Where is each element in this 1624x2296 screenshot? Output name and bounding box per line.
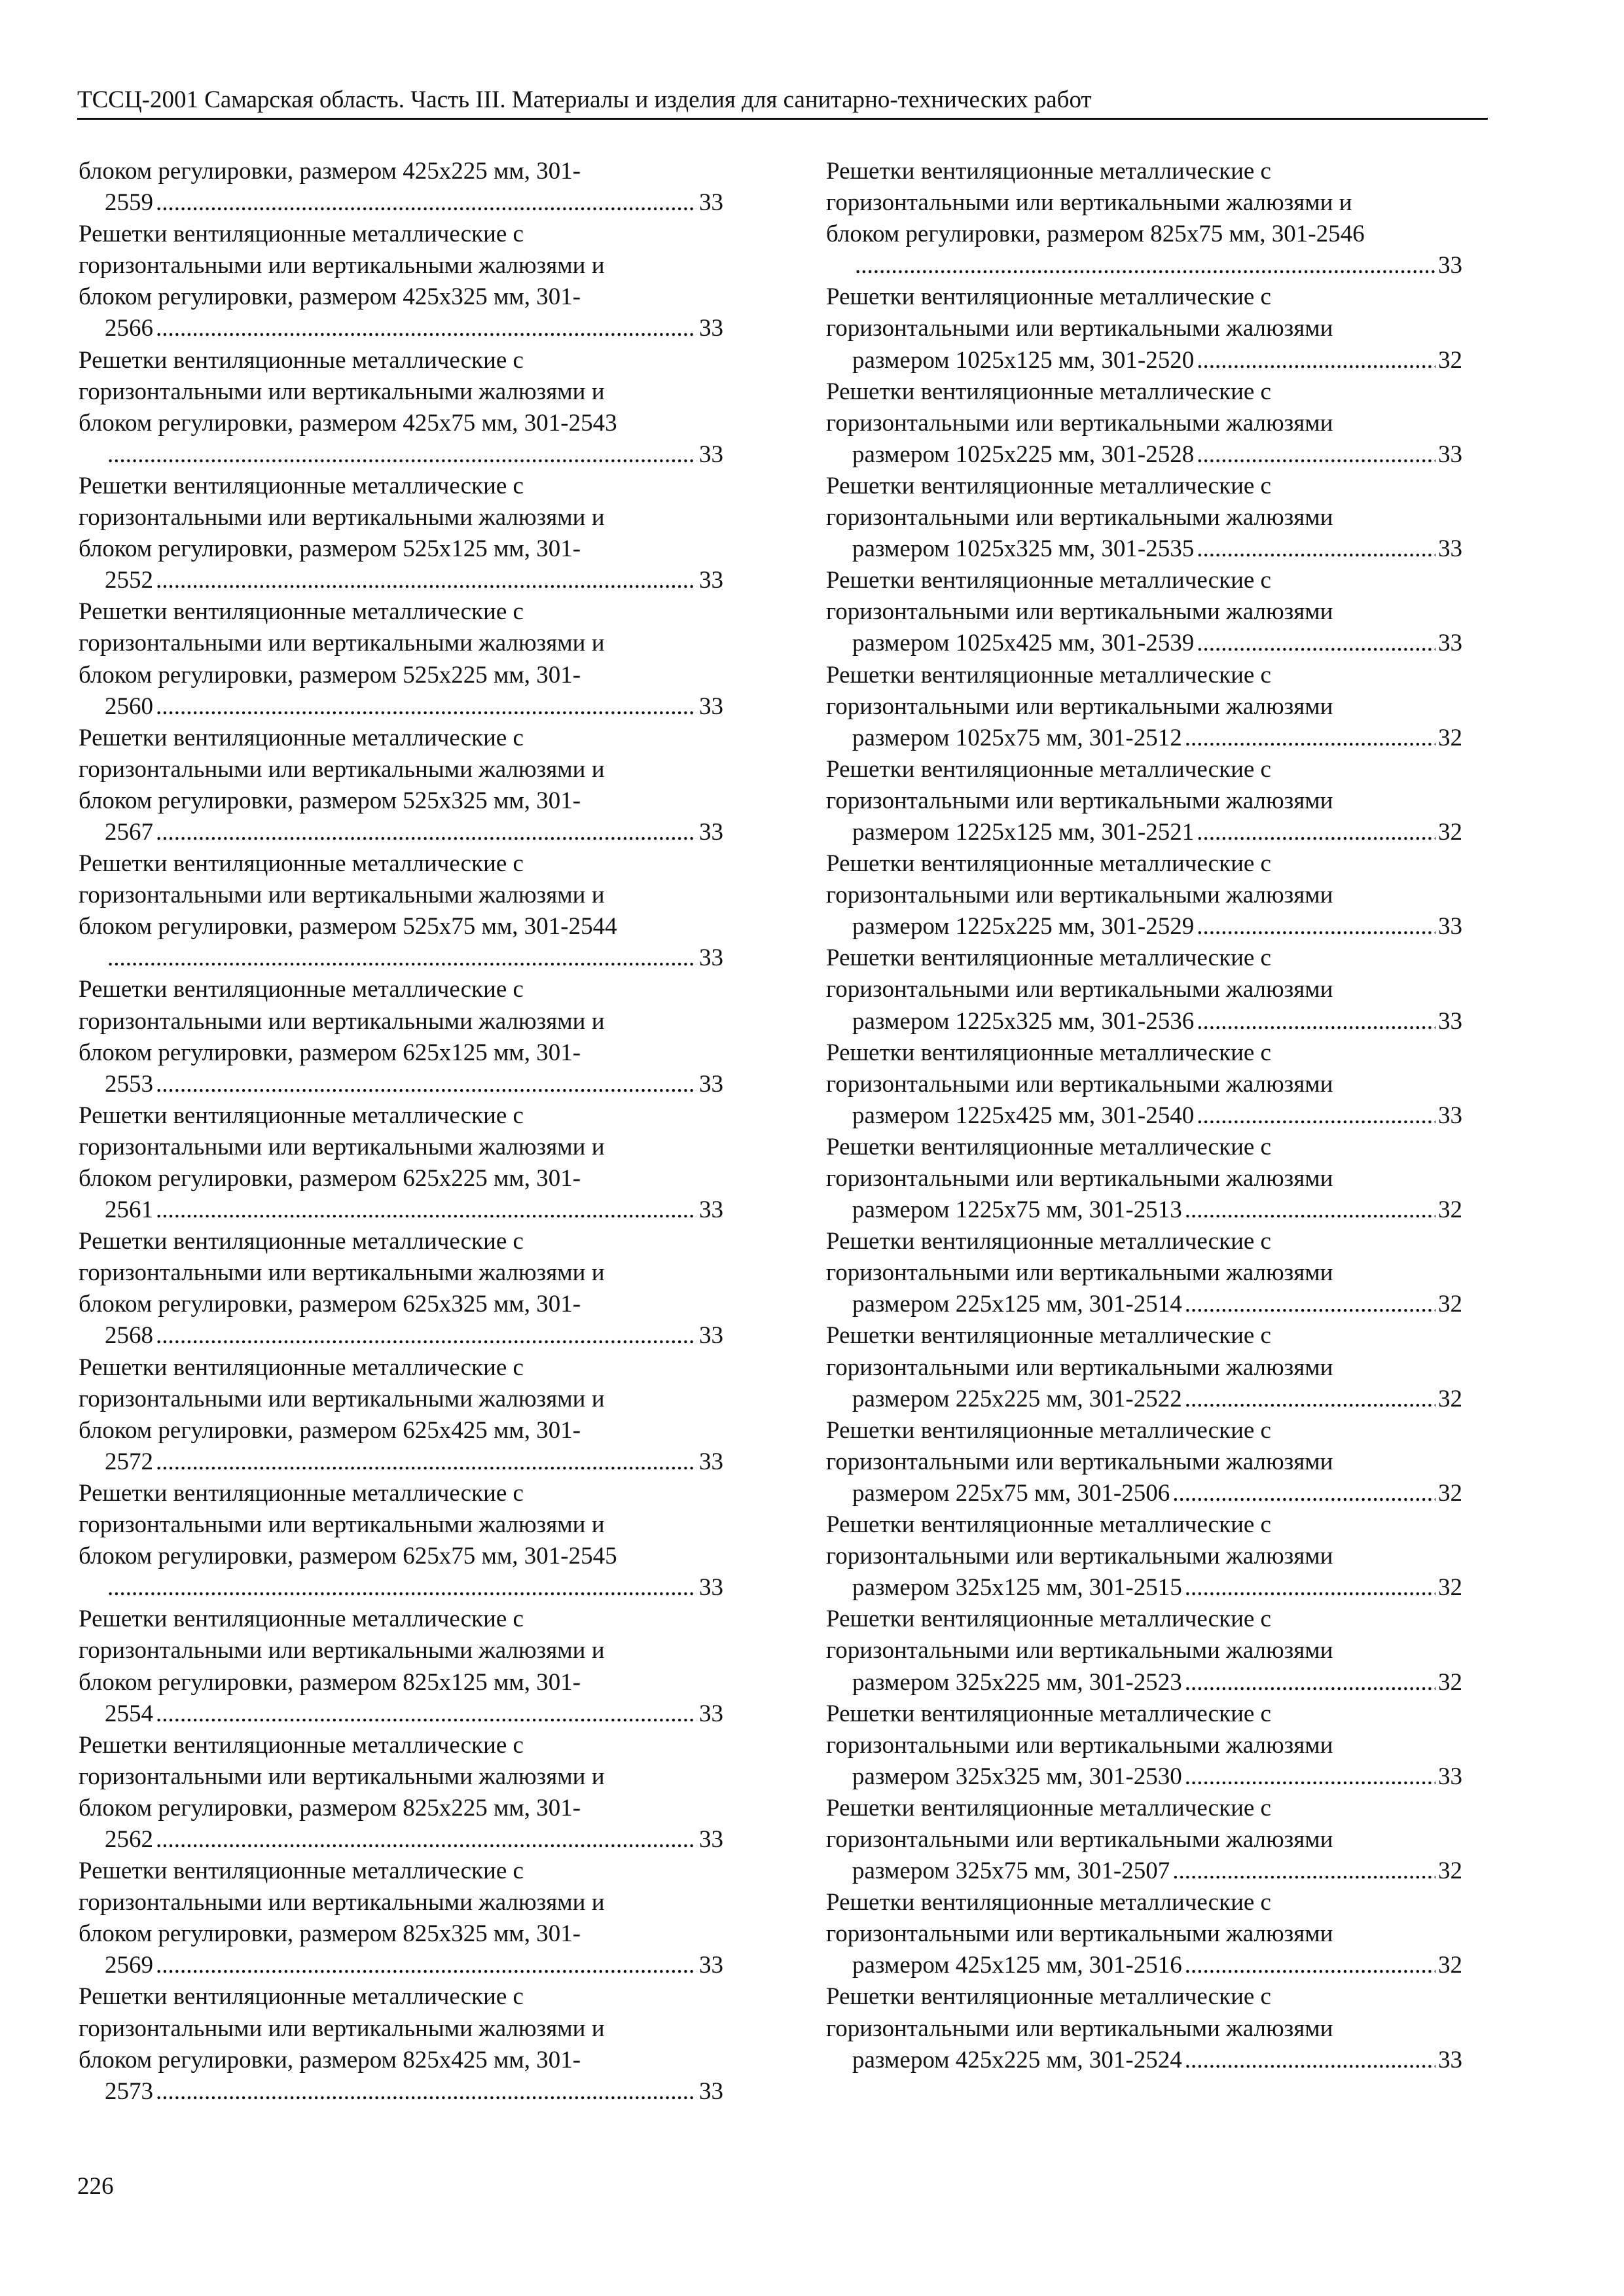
entry-tail-line	[852, 817, 1462, 848]
entry-tail-text: размером 1225х425 мм, 301-2540	[852, 1102, 1195, 1129]
index-entry	[79, 1226, 723, 1352]
entry-page-ref: 33	[699, 944, 723, 972]
entry-tail-line	[852, 1100, 1462, 1132]
entry-line: Решетки вентиляционные металлические с	[826, 283, 1271, 311]
entry-tail-text: 2566	[105, 315, 153, 342]
dot-leader	[855, 250, 1435, 281]
entry-line: блоком регулировки, размером 625х225 мм, 301-	[79, 1165, 581, 1192]
entry-line: горизонтальными или вертикальными жалюзями	[826, 504, 1333, 531]
entry-line: Решетки вентиляционные металлические с	[826, 1889, 1271, 1916]
entry-line: Решетки вентиляционные металлические с	[826, 1700, 1271, 1727]
entry-tail-line	[852, 345, 1462, 376]
index-entry	[79, 596, 723, 722]
index-entry	[826, 1509, 1462, 1604]
entry-line: горизонтальными или вертикальными жалюзями и	[79, 630, 605, 657]
dot-leader	[156, 1194, 696, 1226]
entry-line: Решетки вентиляционные металлические с	[826, 567, 1271, 594]
dot-leader	[1185, 1289, 1435, 1320]
entry-tail-line	[105, 1320, 723, 1352]
entry-page-ref: 33	[699, 818, 723, 846]
entry-line: Решетки вентиляционные металлические с	[79, 1479, 524, 1507]
dot-leader	[1185, 1667, 1435, 1698]
entry-line: горизонтальными или вертикальными жалюзями	[826, 598, 1333, 626]
entry-tail-line	[105, 187, 723, 219]
entry-tail-line	[105, 1824, 723, 1856]
dot-leader	[156, 1320, 696, 1352]
index-entry	[79, 1604, 723, 1729]
entry-tail-line	[852, 1384, 1462, 1415]
entry-tail-text: 2572	[105, 1448, 153, 1475]
dot-leader	[156, 1950, 696, 1981]
dot-leader	[1197, 439, 1435, 471]
header-title: ТССЦ-2001 Самарская область. Часть III. Материалы и изделия для санитарно-технических работ	[77, 86, 1092, 113]
dot-leader	[156, 187, 696, 219]
entry-page-ref: 33	[699, 1322, 723, 1350]
entry-tail-line	[852, 1950, 1462, 1981]
dot-leader	[1185, 2045, 1435, 2076]
entry-tail-line	[105, 691, 723, 723]
page-header	[77, 85, 1488, 120]
entry-tail-text: размером 325х75 мм, 301-2507	[852, 1857, 1170, 1885]
entry-tail-text: 2562	[105, 1825, 153, 1853]
entry-tail-line	[105, 1446, 723, 1478]
entry-tail-text: 2559	[105, 189, 153, 217]
entry-line: горизонтальными или вертикальными жалюзями и	[79, 1637, 605, 1664]
dot-leader	[156, 691, 696, 723]
entry-line: Решетки вентиляционные металлические с	[79, 976, 524, 1003]
entry-page-ref: 32	[1438, 1479, 1462, 1507]
dot-leader	[156, 1698, 696, 1730]
entry-page-ref: 33	[1438, 630, 1462, 657]
dot-leader	[1185, 1761, 1435, 1793]
entry-page-ref: 33	[699, 692, 723, 720]
entry-line: Решетки вентиляционные металлические с	[79, 1605, 524, 1633]
entry-line: блоком регулировки, размером 425х75 мм, 301-2543	[79, 409, 617, 437]
entry-tail-line	[852, 1289, 1462, 1320]
entry-line: горизонтальными или вертикальными жалюзями	[826, 882, 1333, 909]
entry-line: Решетки вентиляционные металлические с	[79, 1102, 524, 1129]
entry-line: горизонтальными или вертикальными жалюзями	[826, 1354, 1333, 1381]
entry-line: горизонтальными или вертикальными жалюзями и	[79, 1259, 605, 1287]
entry-tail-line	[105, 817, 723, 848]
index-entry	[79, 974, 723, 1100]
entry-line: горизонтальными или вертикальными жалюзями	[826, 787, 1333, 814]
entry-line: блоком регулировки, размером 825х125 мм, 301-	[79, 1668, 581, 1696]
dot-leader	[107, 942, 696, 974]
entry-page-ref: 33	[1438, 440, 1462, 468]
entry-line: Решетки вентиляционные металлические с	[826, 1983, 1271, 2011]
entry-tail-line	[105, 2076, 723, 2108]
entry-tail-text: 2560	[105, 692, 153, 720]
index-entry	[826, 1887, 1462, 1981]
entry-tail-line	[105, 565, 723, 596]
entry-page-ref: 33	[1438, 2046, 1462, 2073]
dot-leader	[156, 565, 696, 596]
entry-page-ref: 33	[1438, 913, 1462, 941]
entry-line: горизонтальными или вертикальными жалюзями	[826, 315, 1333, 342]
index-entry	[826, 660, 1462, 754]
entry-line: горизонтальными или вертикальными жалюзями	[826, 1825, 1333, 1853]
entry-tail-line	[852, 1006, 1462, 1037]
index-entry	[79, 345, 723, 471]
entry-tail-line	[852, 1856, 1462, 1887]
entry-line: Решетки вентиляционные металлические с	[79, 1857, 524, 1885]
index-entry	[826, 1226, 1462, 1320]
entry-tail-text: 2569	[105, 1952, 153, 1979]
entry-line: горизонтальными или вертикальными жалюзями и	[79, 252, 605, 279]
entry-line: горизонтальными или вертикальными жалюзями и	[79, 378, 605, 405]
entry-line: блоком регулировки, размером 625х425 мм, 301-	[79, 1416, 581, 1444]
dot-leader	[1185, 723, 1435, 754]
index-entry	[826, 1793, 1462, 1887]
entry-tail-line	[852, 2045, 1462, 2076]
entry-page-ref: 33	[699, 1196, 723, 1224]
entry-line: Решетки вентиляционные металлические с	[79, 1228, 524, 1255]
index-entry	[826, 1320, 1462, 1414]
index-entry	[826, 156, 1462, 281]
entry-tail-line	[852, 1667, 1462, 1698]
entry-tail-text: размером 1025х325 мм, 301-2535	[852, 535, 1195, 563]
entry-line: горизонтальными или вертикальными жалюзями и	[79, 1133, 605, 1160]
dot-leader	[1172, 1478, 1435, 1509]
entry-page-ref: 33	[699, 1700, 723, 1727]
index-column-right	[826, 156, 1462, 2076]
entry-line: блоком регулировки, размером 525х75 мм, 301-2544	[79, 913, 617, 941]
entry-tail-text: размером 1025х125 мм, 301-2520	[852, 346, 1195, 374]
entry-line: горизонтальными или вертикальными жалюзями и	[79, 755, 605, 783]
entry-line: Решетки вентиляционные металлические с	[826, 1794, 1271, 1821]
index-entry	[826, 848, 1462, 942]
entry-page-ref: 33	[699, 1070, 723, 1098]
entry-line: Решетки вентиляционные металлические с	[826, 158, 1271, 185]
dot-leader	[1185, 1384, 1435, 1415]
entry-line: Решетки вентиляционные металлические с	[79, 472, 524, 499]
entry-tail-line	[852, 1572, 1462, 1604]
entry-line: блоком регулировки, размером 525х125 мм, 301-	[79, 535, 581, 563]
index-entry	[826, 471, 1462, 565]
entry-tail-line	[105, 1572, 723, 1604]
entry-line: Решетки вентиляционные металлические с	[826, 1416, 1271, 1444]
index-entry	[79, 723, 723, 848]
entry-tail-line	[105, 942, 723, 974]
entry-line: Решетки вентиляционные металлические с	[826, 850, 1271, 878]
entry-line: блоком регулировки, размером 625х125 мм, 301-	[79, 1039, 581, 1066]
entry-tail-line	[105, 313, 723, 344]
index-entry	[826, 376, 1462, 471]
entry-line: горизонтальными или вертикальными жалюзями	[826, 1165, 1333, 1192]
entry-tail-text: размером 425х225 мм, 301-2524	[852, 2046, 1182, 2073]
entry-tail-line	[105, 1698, 723, 1730]
entry-line: горизонтальными или вертикальными жалюзями и	[79, 1007, 605, 1035]
dot-leader	[156, 2076, 696, 2108]
index-entry	[826, 1604, 1462, 1698]
entry-tail-line	[105, 439, 723, 471]
entry-line: горизонтальными или вертикальными жалюзями	[826, 409, 1333, 437]
entry-tail-text: размером 1025х75 мм, 301-2512	[852, 724, 1182, 751]
dot-leader	[107, 439, 696, 471]
entry-line: горизонтальными или вертикальными жалюзями и	[79, 1511, 605, 1539]
entry-line: блоком регулировки, размером 625х325 мм, 301-	[79, 1291, 581, 1318]
dot-leader	[1185, 1194, 1435, 1226]
entry-page-ref: 33	[699, 2077, 723, 2105]
entry-page-ref: 33	[699, 440, 723, 468]
entry-tail-line	[852, 1761, 1462, 1793]
entry-tail-text: 2552	[105, 567, 153, 594]
entry-line: блоком регулировки, размером 425х225 мм, 301-	[79, 158, 581, 185]
entry-line: горизонтальными или вертикальными жалюзями и	[79, 1889, 605, 1916]
index-entry	[826, 1698, 1462, 1793]
entry-tail-text: размером 1025х225 мм, 301-2528	[852, 440, 1195, 468]
entry-line: горизонтальными или вертикальными жалюзями и	[79, 504, 605, 531]
index-entry	[826, 565, 1462, 659]
entry-tail-text: размером 1225х325 мм, 301-2536	[852, 1007, 1195, 1035]
entry-page-ref: 33	[1438, 535, 1462, 563]
entry-line: горизонтальными или вертикальными жалюзями	[826, 1731, 1333, 1759]
entry-line: горизонтальными или вертикальными жалюзями	[826, 1637, 1333, 1664]
entry-line: горизонтальными или вертикальными жалюзями	[826, 1070, 1333, 1098]
entry-tail-line	[852, 533, 1462, 565]
dot-leader	[1197, 533, 1435, 565]
entry-line: Решетки вентиляционные металлические с	[79, 346, 524, 374]
index-entry	[79, 848, 723, 974]
entry-line: горизонтальными или вертикальными жалюзями	[826, 1448, 1333, 1475]
index-entry	[79, 471, 723, 596]
entry-line: Решетки вентиляционные металлические с	[79, 598, 524, 626]
entry-tail-line	[852, 911, 1462, 942]
index-entry	[79, 1478, 723, 1604]
index-entry	[826, 1037, 1462, 1132]
entry-line: Решетки вентиляционные металлические с	[826, 1039, 1271, 1066]
entry-tail-text: размером 1225х125 мм, 301-2521	[852, 818, 1195, 846]
dot-leader	[1197, 1006, 1435, 1037]
entry-page-ref: 33	[1438, 1102, 1462, 1129]
entry-page-ref: 33	[699, 315, 723, 342]
entry-line: блоком регулировки, размером 825х225 мм, 301-	[79, 1794, 581, 1821]
entry-tail-line	[105, 1069, 723, 1100]
index-entry	[826, 1981, 1462, 2075]
entry-tail-text: размером 325х125 мм, 301-2515	[852, 1574, 1182, 1602]
entry-tail-line	[105, 1194, 723, 1226]
entry-page-ref: 32	[1438, 1574, 1462, 1602]
entry-line: горизонтальными или вертикальными жалюзями	[826, 1543, 1333, 1570]
entry-line: горизонтальными или вертикальными жалюзями и	[79, 1385, 605, 1412]
entry-page-ref: 33	[699, 1825, 723, 1853]
entry-tail-text: 2554	[105, 1700, 153, 1727]
dot-leader	[1197, 1100, 1435, 1132]
entry-tail-line	[852, 723, 1462, 754]
index-entry	[79, 219, 723, 344]
entry-tail-text: размером 1225х225 мм, 301-2529	[852, 913, 1195, 941]
entry-line: блоком регулировки, размером 525х325 мм, 301-	[79, 787, 581, 814]
dot-leader	[156, 313, 696, 344]
entry-page-ref: 32	[1438, 724, 1462, 751]
entry-line: Решетки вентиляционные металлические с	[79, 221, 524, 248]
entry-tail-text: 2567	[105, 818, 153, 846]
entry-tail-text: размером 325х325 мм, 301-2530	[852, 1763, 1182, 1790]
entry-line: блоком регулировки, размером 625х75 мм, 301-2545	[79, 1543, 617, 1570]
entry-line: Решетки вентиляционные металлические с	[826, 472, 1271, 499]
index-entry	[79, 1100, 723, 1226]
entry-line: Решетки вентиляционные металлические с	[826, 1511, 1271, 1539]
entry-page-ref: 32	[1438, 1385, 1462, 1412]
entry-tail-text: размером 225х75 мм, 301-2506	[852, 1479, 1170, 1507]
dot-leader	[1197, 817, 1435, 848]
entry-line: горизонтальными или вертикальными жалюзями и	[79, 882, 605, 909]
index-entry	[826, 1415, 1462, 1509]
entry-line: Решетки вентиляционные металлические с	[826, 661, 1271, 689]
entry-line: Решетки вентиляционные металлические с	[79, 1983, 524, 2011]
entry-line: горизонтальными или вертикальными жалюзями и	[79, 1763, 605, 1790]
entry-line: блоком регулировки, размером 525х225 мм, 301-	[79, 661, 581, 689]
entry-page-ref: 33	[699, 189, 723, 217]
dot-leader	[1185, 1950, 1435, 1981]
index-column-left	[79, 156, 723, 2108]
entry-page-ref: 33	[699, 567, 723, 594]
entry-line: горизонтальными или вертикальными жалюзями	[826, 2015, 1333, 2042]
dot-leader	[156, 1069, 696, 1100]
entry-line: горизонтальными или вертикальными жалюзями и	[79, 2015, 605, 2042]
page-number: 226	[77, 2173, 114, 2200]
entry-page-ref: 32	[1438, 818, 1462, 846]
entry-line: горизонтальными или вертикальными жалюзями	[826, 1920, 1333, 1948]
index-entry	[79, 156, 723, 219]
entry-page-ref: 33	[1438, 252, 1462, 279]
index-entry	[79, 1352, 723, 1478]
entry-tail-text: размером 225х225 мм, 301-2522	[852, 1385, 1182, 1412]
entry-line: Решетки вентиляционные металлические с	[826, 944, 1271, 972]
dot-leader	[1197, 345, 1435, 376]
index-entry	[79, 1730, 723, 1856]
entry-tail-text: 2553	[105, 1070, 153, 1098]
entry-line: Решетки вентиляционные металлические с	[826, 1228, 1271, 1255]
dot-leader	[1185, 1572, 1435, 1604]
entry-line: горизонтальными или вертикальными жалюзями	[826, 976, 1333, 1003]
entry-line: горизонтальными или вертикальными жалюзями	[826, 1259, 1333, 1287]
entry-tail-line	[852, 250, 1462, 281]
entry-tail-text: 2561	[105, 1196, 153, 1224]
index-entry	[826, 754, 1462, 848]
entry-tail-text: размером 225х125 мм, 301-2514	[852, 1291, 1182, 1318]
index-entry	[79, 1856, 723, 1981]
dot-leader	[1197, 911, 1435, 942]
dot-leader	[107, 1572, 696, 1604]
entry-page-ref: 32	[1438, 1196, 1462, 1224]
entry-tail-line	[852, 1478, 1462, 1509]
entry-page-ref: 32	[1438, 1668, 1462, 1696]
entry-tail-line	[105, 1950, 723, 1981]
entry-page-ref: 32	[1438, 1952, 1462, 1979]
entry-tail-text: размером 325х225 мм, 301-2523	[852, 1668, 1182, 1696]
index-entry	[826, 281, 1462, 376]
entry-page-ref: 32	[1438, 1857, 1462, 1885]
entry-tail-text: размером 425х125 мм, 301-2516	[852, 1952, 1182, 1979]
entry-tail-line	[852, 439, 1462, 471]
entry-line: блоком регулировки, размером 825х75 мм, 301-2546	[826, 221, 1365, 248]
dot-leader	[156, 1824, 696, 1856]
index-entry	[826, 1132, 1462, 1226]
entry-line: Решетки вентиляционные металлические с	[79, 850, 524, 878]
entry-page-ref: 33	[699, 1574, 723, 1602]
dot-leader	[1197, 628, 1435, 659]
entry-line: Решетки вентиляционные металлические с	[79, 1354, 524, 1381]
entry-line: Решетки вентиляционные металлические с	[826, 755, 1271, 783]
entry-tail-text: 2573	[105, 2077, 153, 2105]
entry-line: Решетки вентиляционные металлические с	[79, 1731, 524, 1759]
entry-tail-line	[852, 628, 1462, 659]
entry-line: Решетки вентиляционные металлические с	[79, 724, 524, 751]
entry-tail-text: 2568	[105, 1322, 153, 1350]
entry-line: горизонтальными или вертикальными жалюзями и	[826, 189, 1352, 217]
dot-leader	[156, 817, 696, 848]
index-entry	[79, 1981, 723, 2107]
entry-line: блоком регулировки, размером 825х425 мм, 301-	[79, 2046, 581, 2073]
dot-leader	[1172, 1856, 1435, 1887]
entry-page-ref: 33	[1438, 1007, 1462, 1035]
entry-line: Решетки вентиляционные металлические с	[826, 378, 1271, 405]
entry-line: блоком регулировки, размером 425х325 мм, 301-	[79, 283, 581, 311]
dot-leader	[156, 1446, 696, 1478]
entry-tail-text: размером 1225х75 мм, 301-2513	[852, 1196, 1182, 1224]
entry-page-ref: 32	[1438, 1291, 1462, 1318]
entry-page-ref: 33	[699, 1952, 723, 1979]
index-entry	[826, 942, 1462, 1037]
entry-line: Решетки вентиляционные металлические с	[826, 1605, 1271, 1633]
entry-line: Решетки вентиляционные металлические с	[826, 1322, 1271, 1350]
entry-line: блоком регулировки, размером 825х325 мм, 301-	[79, 1920, 581, 1948]
entry-tail-text: размером 1025х425 мм, 301-2539	[852, 630, 1195, 657]
entry-page-ref: 32	[1438, 346, 1462, 374]
entry-line: Решетки вентиляционные металлические с	[826, 1133, 1271, 1160]
entry-page-ref: 33	[699, 1448, 723, 1475]
entry-line: горизонтальными или вертикальными жалюзями	[826, 692, 1333, 720]
entry-page-ref: 33	[1438, 1763, 1462, 1790]
entry-tail-line	[852, 1194, 1462, 1226]
